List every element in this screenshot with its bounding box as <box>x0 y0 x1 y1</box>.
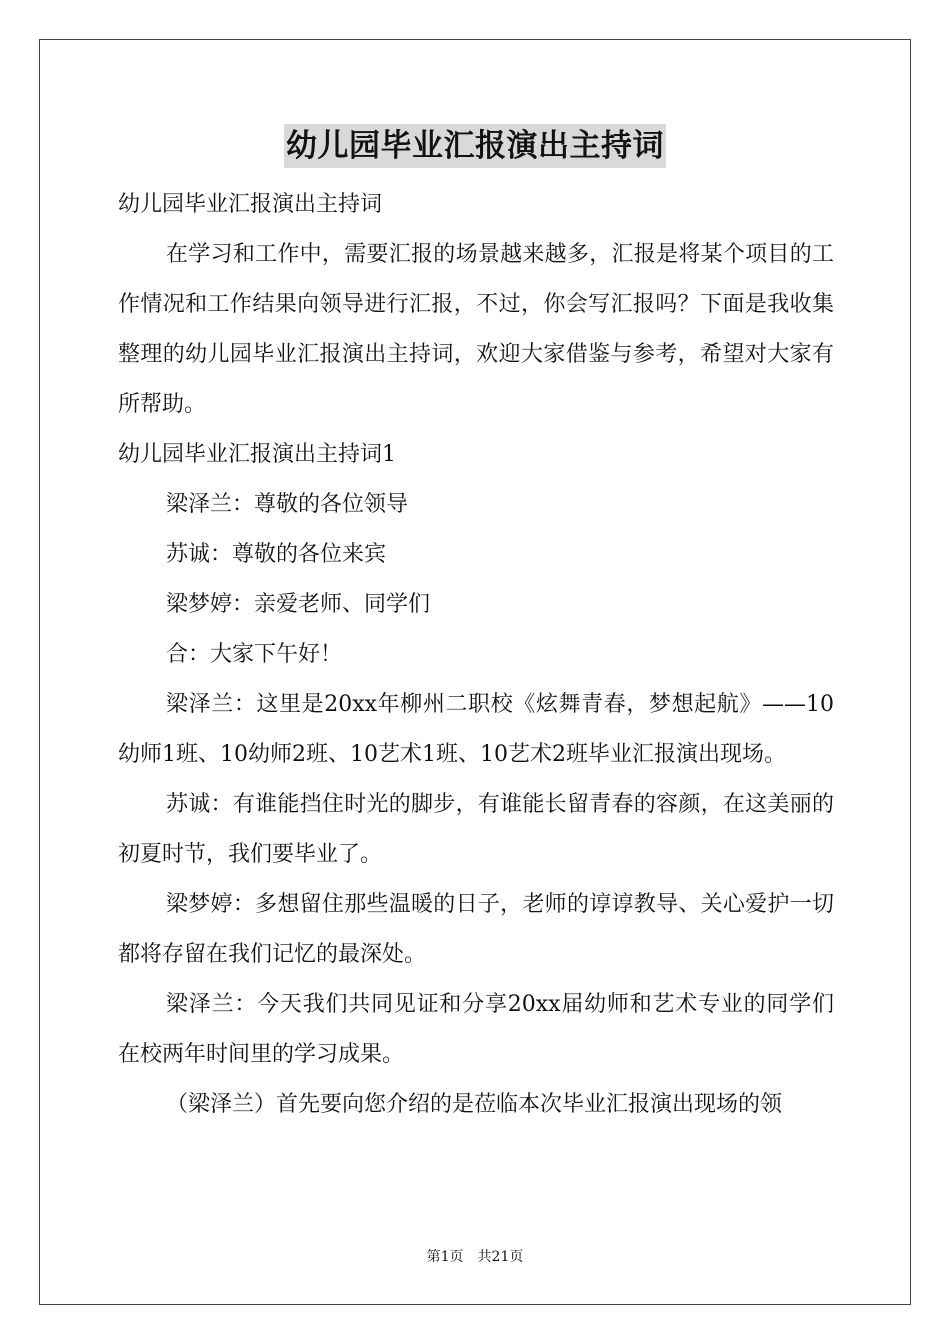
paragraph: 梁梦婷：亲爱老师、同学们 <box>166 592 431 617</box>
paragraph: 幼儿园毕业汇报演出主持词 <box>118 192 383 217</box>
paragraph: 梁梦婷：多想留住那些温暖的日子，老师的谆谆教导、关心爱护一切都将存留在我们记忆的最深处。 <box>118 892 834 967</box>
paragraph: （梁泽兰）首先要向您介绍的是莅临本次毕业汇报演出现场的领 <box>166 1092 783 1117</box>
document-body <box>118 180 834 1130</box>
paragraph: 苏诚：有谁能挡住时光的脚步，有谁能长留青春的容颜，在这美丽的初夏时节，我们要毕业了。 <box>118 792 834 867</box>
paragraph: 梁泽兰：这里是20xx年柳州二职校《炫舞青春，梦想起航》——10幼师1班、10幼师2班、10艺术1班、10艺术2班毕业汇报演出现场。 <box>118 692 834 767</box>
paragraph: 梁泽兰：今天我们共同见证和分享20xx届幼师和艺术专业的同学们在校两年时间里的学习成果。 <box>118 992 834 1067</box>
paragraph: 合：大家下午好！ <box>166 642 343 667</box>
paragraph: 苏诚：尊敬的各位来宾 <box>166 542 387 567</box>
page-footer: 第1页 共21页 <box>426 1249 524 1265</box>
document-title: 幼儿园毕业汇报演出主持词 <box>284 124 666 168</box>
paragraph: 在学习和工作中，需要汇报的场景越来越多，汇报是将某个项目的工作情况和工作结果向领导进行汇报，不过，你会写汇报吗？下面是我收集整理的幼儿园毕业汇报演出主持词，欢迎大家借鉴与参考，希望对大家有所帮助。 <box>118 242 834 417</box>
title-area <box>0 124 950 168</box>
paragraph: 幼儿园毕业汇报演出主持词1 <box>118 442 396 467</box>
paragraph: 梁泽兰：尊敬的各位领导 <box>166 492 409 517</box>
